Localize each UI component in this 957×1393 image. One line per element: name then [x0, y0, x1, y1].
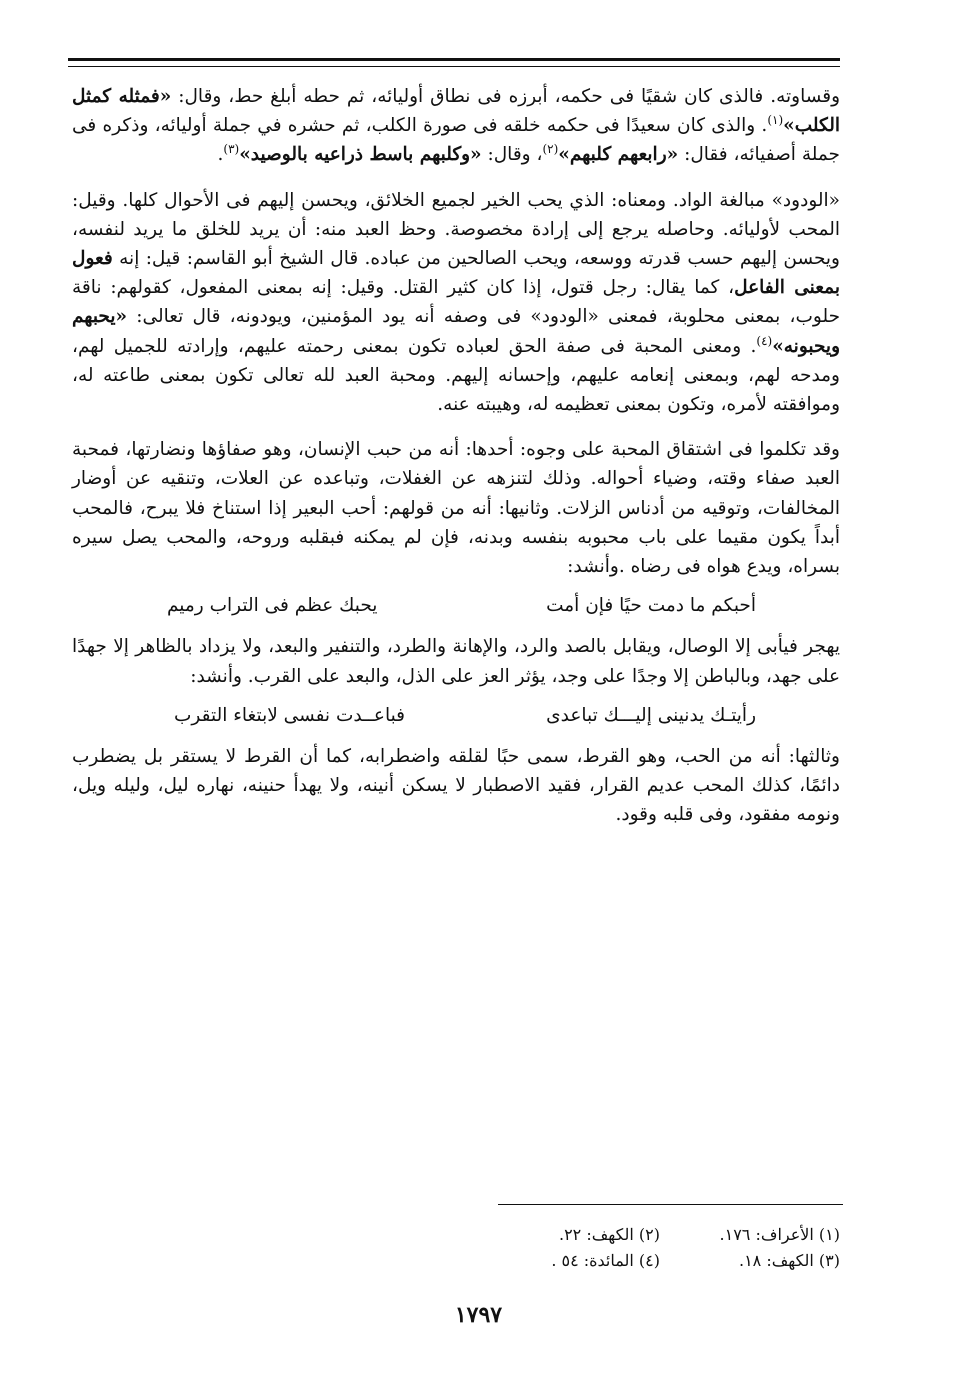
p2-part-3: . ومعنى المحبة فى صفة الحق لعباده تكون بمعنى رحمته عليهم، وإرادته للجميل لهم، ومدحه لهم، وبمعنى إنعامه عليهم، وإحسانه إليهم. ومحبة العبد لله تعالى تكون بمعنى طاعته له، وموافقته لأمره، وتكون بمعنى تعظيمه له، وهيبته عنه.: [72, 335, 840, 416]
footnote-row: [480, 1222, 840, 1248]
footnote-rule: [498, 1204, 843, 1205]
p1-part-1: وقساوته. فالذى كان شقيًا فى حكمه، أبرزه فى نطاق أوليائه، ثم حطه أبلغ حط، وقال:: [171, 86, 841, 107]
footnotes: [480, 1222, 840, 1274]
p1-ref-3: (٣): [223, 142, 240, 157]
p1-quote-1: «فمثله كمثل الكلب»: [72, 86, 840, 137]
header-rule-thick: [68, 58, 840, 61]
verse-1: [72, 591, 840, 620]
verse-2: [72, 701, 840, 730]
p1-part-2: . والذى كان سعيدًا فى حكمه خلقه فى صورة الكلب، ثم حشره في جملة أوليائه، وذكره فى جملة أصفيائه، فقال:: [72, 115, 840, 166]
p1-ref-1: (١): [767, 113, 784, 128]
body-text: [72, 82, 840, 830]
footnote-row: [480, 1248, 840, 1274]
verse-1-second-hemistich: يحبك عظم فى التراب رميم: [167, 595, 378, 617]
p2-quote-1: «يحبهم ويحبونه»: [72, 306, 840, 357]
verse-2-first-hemistich: رأيتـك يدنينى إليـــك تباعدى: [546, 704, 756, 726]
p1-quote-2: «رابعهم كلبهم»: [558, 144, 679, 166]
p1-part-4: .: [217, 144, 224, 166]
paragraph-4: يهجر فيأبى إلا الوصال، ويقابل بالصد والرد، والإهانة والطرد، والتنفير والبعد، ولا يزداد بالظاهر إلا جهدًا على جهد، وبالباطن إلا وجدًا على وجد، يؤثر العز على الذل، والبعد على القرب. وأنشد:: [72, 636, 840, 687]
footnote-2: (٢) الكهف: ٢٢.: [558, 1225, 660, 1244]
p2-part-2: ، كما يقال: رجل قتول، إذا كان كثير القتل. وقيل: إنه بمعنى المفعول، كقولهم: ناقة حلوب، بمعنى محلوبة، فمعنى «الودود» فى وصفه أنه يود المؤمنين، ويودونه، قال تعالى:: [72, 277, 840, 328]
footnote-1: (١) الأعراف: ١٧٦.: [719, 1225, 840, 1244]
p2-ref-1: (٤): [756, 333, 773, 348]
paragraph-3: وقد تكلموا فى اشتقاق المحبة على وجوه: أحدها: أنه من حبب الإنسان، وهو صفاؤها ونضارتها، فمحبة العبد صفاء وقته، وضياء أحواله. وذلك لتنزهه عن الغفلات، وتباعده عن العلات، وتنقيه عن أوضار المخالفات، وتوقيه من أدناس الزلات. وثانيها: أنه من قولهم: أحب البعير إذا استناخ فلا يبرح، فالمحب أبداً يكون مقيما على باب محبوبه بنفسه وبدنه، فإن لم يمكنه فبقلبه وروحه، والمحب يصل سيره بسراه، ويدع هواه فى رضاه .وأنشد:: [72, 439, 840, 578]
p1-ref-2: (٢): [542, 142, 559, 157]
footnote-3: (٣) الكهف: ١٨.: [738, 1251, 840, 1270]
verse-1-first-hemistich: أحبكم ما دمت حيًا فإن أمت: [546, 595, 756, 617]
verse-2-second-hemistich: فباعــدت نفسى لابتغاء التقرب: [174, 704, 406, 726]
p2-bold-1: فعول بمعنى الفاعل: [72, 248, 840, 299]
p2-part-1: «الودود» مبالغة الواد. ومعناه: الذي يحب الخير لجميع الخلائق، ويحسن إليهم فى الأحوال كلها. وقيل: المحب لأوليائه. وحاصله يرجع إلى إرادة مخصوصة. وحظ العبد منه: أن يريد للخلق ما يريد لنفسه، ويحسن إليهم حسب قدرته ووسعه، ويحب الصالحين من عباده. قال الشيخ أبو القاسم: قيل: إنه: [72, 189, 840, 270]
paragraph-2: [72, 186, 840, 420]
p1-quote-3: «وكلبهم باسط ذراعيه بالوصيد»: [239, 144, 482, 166]
paragraph-5: وثالثها: أنه من الحب، وهو القرط، سمى حبًا لقلقه واضطرابه، كما أن القرط لا يستقر بل يضطرب دائمًا، كذلك المحب عديم القرار، فقيد الاصطبار لا يسكن أنينه، ولا يهدأ حنينه، نهاره ليل، وليله ويل، ونومه مفقود، وفى قلبه وقود.: [72, 746, 840, 826]
header-rule-thin: [68, 66, 840, 67]
page-number: ١٧٩٧: [454, 1302, 503, 1328]
paragraph-1: [72, 82, 840, 170]
footnote-4: (٤) المائدة: ٥٤ .: [551, 1251, 660, 1270]
p1-part-3: ، وقال:: [481, 144, 543, 166]
